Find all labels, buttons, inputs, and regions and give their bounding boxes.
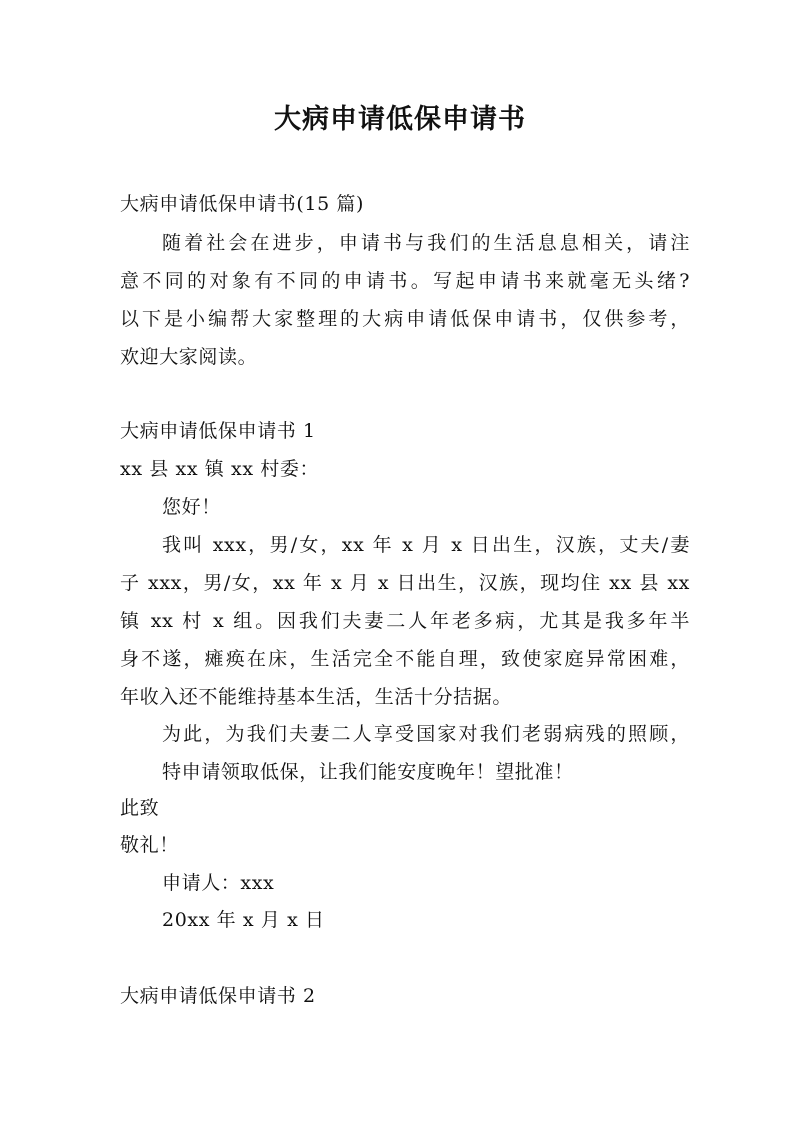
paragraph-line-text: 身不遂，瘫痪在床，生活完全不能自理，致使家庭异常困难，	[120, 648, 690, 670]
greeting-line: 您好！	[162, 496, 221, 518]
paragraph-line-text: 镇 xx 村 x 组。因我们夫妻二人年老多病，尤其是我多年半	[120, 610, 690, 632]
paragraph-line-text: 子 xxx，男/女，xx 年 x 月 x 日出生，汉族，现均住 xx 县 xx	[120, 572, 690, 594]
intro-line-text: 以下是小编帮大家整理的大病申请低保申请书，仅供参考，	[120, 308, 690, 330]
intro-line: 欢迎大家阅读。	[120, 346, 258, 368]
closing-line: 此致	[120, 797, 160, 819]
intro-line-text: 意不同的对象有不同的申请书。写起申请书来就毫无头绪?	[120, 270, 690, 292]
paragraph-line-text: 我叫 xxx，男/女，xx 年 x 月 x 日出生，汉族，丈夫/妻	[162, 534, 690, 556]
date-line: 20xx 年 x 月 x 日	[162, 909, 325, 931]
section-heading-2: 大病申请低保申请书 2	[120, 985, 316, 1007]
paragraph-line-text: 为此，为我们夫妻二人享受国家对我们老弱病残的照顾，	[162, 723, 690, 745]
section-heading-1: 大病申请低保申请书 1	[120, 420, 316, 442]
intro-line	[120, 307, 690, 331]
paragraph-line: 特申请领取低保，让我们能安度晚年！望批准！	[162, 761, 574, 783]
intro-line	[162, 231, 690, 255]
paragraph-line	[162, 533, 690, 557]
intro-heading: 大病申请低保申请书(15 篇)	[120, 193, 365, 215]
paragraph-line	[162, 722, 690, 746]
paragraph-line: 年收入还不能维持基本生活，生活十分拮据。	[120, 686, 513, 708]
intro-line	[120, 269, 690, 293]
intro-line-text: 随着社会在进步，申请书与我们的生活息息相关，请注	[162, 232, 690, 254]
paragraph-line	[120, 609, 690, 633]
document-title: 大病申请低保申请书	[274, 104, 526, 135]
applicant-line: 申请人：xxx	[162, 872, 275, 894]
recipient-line: xx 县 xx 镇 xx 村委：	[120, 458, 320, 480]
paragraph-line	[120, 571, 690, 595]
closing-salute: 敬礼！	[120, 834, 179, 856]
paragraph-line	[120, 647, 690, 671]
